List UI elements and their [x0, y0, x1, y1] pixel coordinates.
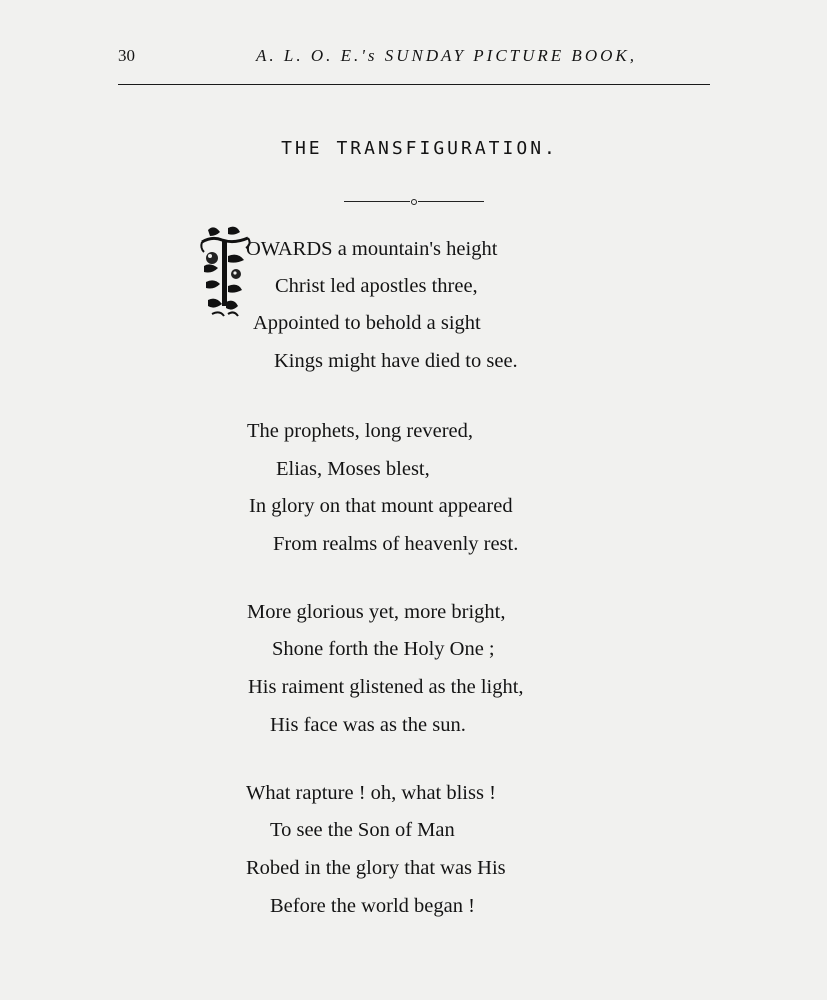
page-number: 30 — [118, 46, 135, 65]
stanza-3-line-4: His face was as the sun. — [270, 714, 466, 736]
title-divider — [344, 199, 484, 205]
stanza-1-line-1: OWARDS a mountain's height — [246, 238, 498, 260]
running-head — [118, 46, 710, 76]
stanza-2-line-4: From realms of heavenly rest. — [273, 533, 519, 555]
stanza-1-line-2: Christ led apostles three, — [275, 275, 478, 297]
stanza-4-line-2: To see the Son of Man — [270, 819, 455, 841]
stanza-2-line-1: The prophets, long revered, — [247, 420, 473, 442]
divider-ornament-icon — [411, 199, 417, 205]
stanza-1-line-3: Appointed to behold a sight — [253, 312, 481, 334]
stanza-1-line-4: Kings might have died to see. — [274, 350, 518, 372]
stanza-4-line-4: Before the world began ! — [270, 895, 475, 917]
poem-title: THE TRANSFIGURATION. — [281, 138, 558, 159]
header-rule — [118, 84, 710, 85]
stanza-4-line-1: What rapture ! oh, what bliss ! — [246, 782, 496, 804]
stanza-2-line-3: In glory on that mount appeared — [249, 495, 513, 517]
book-title: A. L. O. E.'s SUNDAY PICTURE BOOK, — [256, 46, 637, 65]
divider-line-right — [418, 201, 484, 202]
decorated-initial-t-icon — [198, 226, 252, 318]
stanza-3-line-1: More glorious yet, more bright, — [247, 601, 506, 623]
divider-line-left — [344, 201, 410, 202]
stanza-3-line-2: Shone forth the Holy One ; — [272, 638, 495, 660]
stanza-4-line-3: Robed in the glory that was His — [246, 857, 506, 879]
stanza-3-line-3: His raiment glistened as the light, — [248, 676, 524, 698]
stanza-2-line-2: Elias, Moses blest, — [276, 458, 430, 480]
